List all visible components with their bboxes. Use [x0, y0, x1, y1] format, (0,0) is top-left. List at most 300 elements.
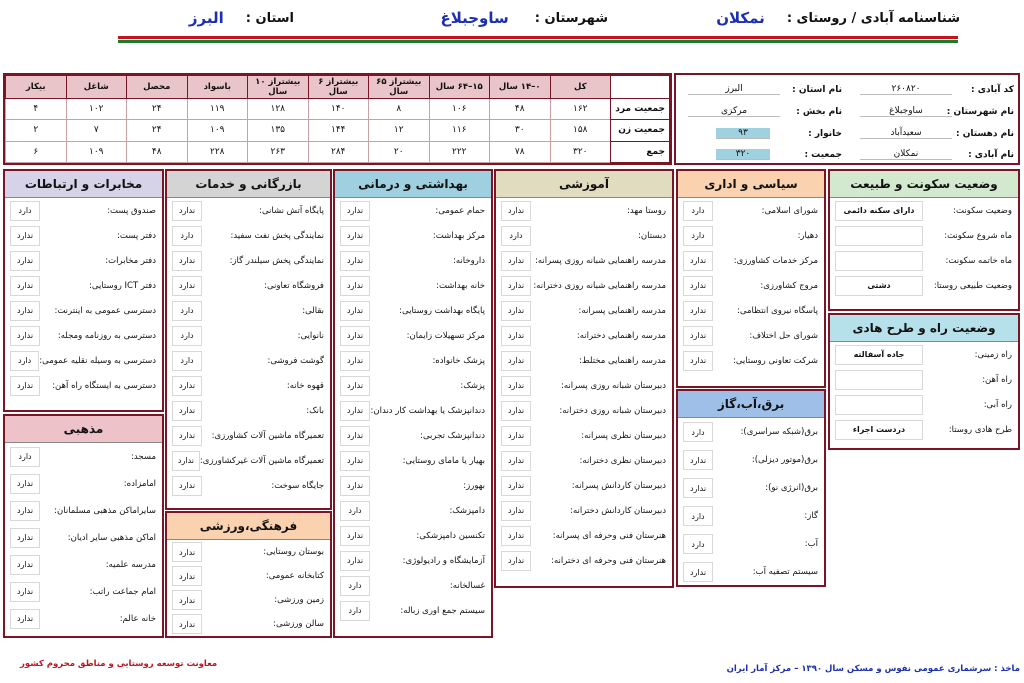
- health-item-label: آزمایشگاه و رادیولوژی:: [402, 555, 485, 566]
- population-cell: ۱۰۶: [429, 99, 490, 120]
- education-item-label: مدرسه راهنمایی شبانه روزی پسرانه:: [534, 255, 666, 266]
- commerce-list: [167, 198, 330, 498]
- health-item-label: پزشک:: [460, 380, 485, 391]
- commerce-item: [167, 348, 330, 373]
- population-row-label: جمع: [611, 141, 670, 162]
- culture-item-label: کتابخانه عمومی:: [265, 571, 324, 581]
- road-item-label: راه زمینی:: [974, 349, 1012, 360]
- info-population-row: [682, 145, 842, 164]
- education-item-label: دبیرستان شبانه روزی دخترانه:: [559, 405, 666, 416]
- population-cell: ۲۰: [369, 141, 430, 162]
- health-item-label: بهیار یا مامای روستایی:: [402, 455, 485, 466]
- health-list: [335, 198, 491, 623]
- education-item-status: ندارد: [501, 351, 531, 371]
- health-item: [335, 498, 491, 523]
- commerce-item-status: دارد: [172, 326, 202, 346]
- commerce-item-label: بانک:: [306, 405, 324, 416]
- commerce-item-status: دارد: [172, 301, 202, 321]
- settlement-item-label: ماه خاتمه سکونت:: [945, 255, 1012, 266]
- communication-item: [5, 348, 162, 373]
- religious-item: [5, 578, 162, 605]
- communication-item: [5, 248, 162, 273]
- health-item-label: حمام عمومی:: [435, 205, 485, 216]
- education-list: [496, 198, 672, 573]
- communication-item: [5, 373, 162, 398]
- settlement-item: [830, 273, 1018, 298]
- health-item: [335, 573, 491, 598]
- education-item: [496, 273, 672, 298]
- education-item: [496, 223, 672, 248]
- commerce-item: [167, 448, 330, 473]
- political-item-status: ندارد: [683, 326, 713, 346]
- education-item-status: ندارد: [501, 376, 531, 396]
- settlement-list: [830, 198, 1018, 298]
- population-cell: ۱۶۲: [550, 99, 611, 120]
- commerce-item-status: دارد: [172, 351, 202, 371]
- communication-item-label: صندوق پست:: [107, 205, 156, 216]
- population-cell: ۴: [6, 99, 67, 120]
- education-item-status: ندارد: [501, 451, 531, 471]
- education-item: [496, 198, 672, 223]
- political-item-label: شورای حل اختلاف:: [749, 330, 818, 341]
- pop-header-unemployed: بیکار: [6, 76, 67, 99]
- health-item: [335, 423, 491, 448]
- utilities-item-label: سیستم تصفیه آب:: [752, 567, 818, 577]
- commerce-item: [167, 323, 330, 348]
- religious-item: [5, 605, 162, 632]
- education-item-label: مدرسه راهنمایی دخترانه:: [576, 330, 666, 341]
- commerce-item: [167, 398, 330, 423]
- communication-title: مخابرات و ارتباطات: [5, 171, 162, 198]
- education-item-label: دبستان:: [638, 230, 666, 241]
- road-list: [830, 342, 1018, 442]
- info-village-row: [854, 145, 1014, 164]
- health-title: بهداشتی و درمانی: [335, 171, 491, 198]
- commerce-item: [167, 198, 330, 223]
- population-cell: ۲۴: [127, 99, 188, 120]
- header-rule-green: [118, 40, 958, 43]
- info-household-value: ۹۳: [716, 128, 770, 139]
- info-village-value: نمکلان: [860, 149, 952, 160]
- education-item: [496, 423, 672, 448]
- road-item: [830, 367, 1018, 392]
- health-item-label: دندانپزشک تجربی:: [420, 430, 485, 441]
- footer-source: ماخذ : سرشماری عمومی نفوس و مسکن سال ۱۳۹۰ – مرکز آمار ایران: [726, 664, 1020, 674]
- utilities-item: [678, 474, 824, 502]
- population-cell: ۴۸: [490, 99, 551, 120]
- political-item: [678, 248, 824, 273]
- communication-item-label: دفتر پست:: [117, 230, 156, 241]
- religious-item-label: مدرسه علمیه:: [105, 559, 156, 570]
- religious-title: مذهبی: [5, 416, 162, 443]
- population-cell: ۲۶۳: [248, 141, 309, 162]
- utilities-item-status: دارد: [683, 422, 713, 442]
- education-item: [496, 298, 672, 323]
- culture-item: [167, 612, 330, 636]
- political-list: [678, 198, 824, 373]
- health-item-status: ندارد: [340, 226, 370, 246]
- info-district-row: [682, 102, 842, 121]
- utilities-item-status: ندارد: [683, 562, 713, 582]
- communication-item-status: دارد: [10, 201, 40, 221]
- culture-item-label: زمین ورزشی:: [274, 595, 324, 605]
- commerce-item: [167, 273, 330, 298]
- pop-header-6plus: بیشتراز ۶ سال: [308, 76, 369, 99]
- info-code-value: ۲۶۰۸۲۰: [860, 84, 952, 95]
- commerce-item-label: فروشگاه تعاونی:: [264, 280, 324, 291]
- education-box: [494, 169, 674, 588]
- religious-item: [5, 551, 162, 578]
- county-header: [440, 6, 608, 30]
- political-item-status: دارد: [683, 226, 713, 246]
- communication-item-label: دسترسی به ایستگاه راه آهن:: [52, 380, 156, 391]
- health-item-status: ندارد: [340, 401, 370, 421]
- population-cell: ۱۱۹: [187, 99, 248, 120]
- political-item-label: شورای اسلامی:: [761, 205, 818, 216]
- political-item: [678, 273, 824, 298]
- info-population-label: جمعیت :: [804, 149, 842, 160]
- commerce-item-status: ندارد: [172, 401, 202, 421]
- communication-item-status: دارد: [10, 351, 39, 371]
- health-item-status: ندارد: [340, 551, 370, 571]
- health-item: [335, 373, 491, 398]
- population-cell: ۱۳۵: [248, 120, 309, 141]
- religious-item-label: مسجد:: [131, 451, 156, 462]
- pop-header-15-64: ۱۵–۶۴ سال: [429, 76, 490, 99]
- health-item: [335, 348, 491, 373]
- communication-item-status: ندارد: [10, 226, 40, 246]
- road-item-status: [835, 395, 923, 415]
- culture-box: [165, 511, 332, 638]
- religious-item-status: ندارد: [10, 528, 40, 548]
- health-item-label: پایگاه بهداشت روستایی:: [399, 305, 485, 316]
- religious-list: [5, 443, 162, 632]
- population-cell: ۱۰۲: [66, 99, 127, 120]
- info-village-label: نام آبادی :: [968, 149, 1014, 160]
- religious-item: [5, 497, 162, 524]
- health-item: [335, 273, 491, 298]
- culture-item-status: ندارد: [172, 542, 202, 562]
- province-header-name: البرز: [188, 9, 224, 27]
- utilities-item-label: برق(شبکه سراسری):: [740, 427, 818, 437]
- commerce-item-label: نانوایی:: [297, 330, 324, 341]
- utilities-item-status: ندارد: [683, 450, 713, 470]
- health-item: [335, 548, 491, 573]
- utilities-item: [678, 530, 824, 558]
- health-item-label: بهورز:: [463, 480, 485, 491]
- road-item-status: [835, 370, 923, 390]
- population-cell: ۲۴: [127, 120, 188, 141]
- education-item: [496, 448, 672, 473]
- population-row: [6, 141, 670, 162]
- population-cell: ۱۲: [369, 120, 430, 141]
- population-cell: ۳۰: [490, 120, 551, 141]
- education-item: [496, 348, 672, 373]
- education-item-label: دبیرستان کاردانش پسرانه:: [571, 480, 666, 491]
- religious-item-label: امام جماعت راتب:: [89, 586, 156, 597]
- commerce-item-status: ندارد: [172, 201, 202, 221]
- info-household-row: [682, 124, 842, 143]
- communication-item-status: ندارد: [10, 251, 40, 271]
- commerce-item-status: ندارد: [172, 276, 202, 296]
- communication-item-label: دسترسی عمومی به اینترنت:: [54, 305, 156, 316]
- political-item-label: مرکز خدمات کشاورزی:: [733, 255, 818, 266]
- health-item-status: ندارد: [340, 251, 370, 271]
- county-header-name: ساوجبلاغ: [440, 9, 509, 27]
- health-item: [335, 323, 491, 348]
- education-item-label: دبیرستان نظری دخترانه:: [579, 455, 666, 466]
- education-item-label: هنرستان فنی وحرفه ای پسرانه:: [552, 530, 666, 541]
- info-code-label: کد آبادی :: [970, 84, 1014, 95]
- health-item: [335, 598, 491, 623]
- political-item-status: دارد: [683, 201, 713, 221]
- settlement-box: [828, 169, 1020, 311]
- commerce-item-label: جایگاه سوخت:: [271, 480, 324, 491]
- political-item-status: ندارد: [683, 351, 713, 371]
- education-item-status: ندارد: [501, 426, 531, 446]
- culture-item: [167, 540, 330, 564]
- population-cell: ۲۸۴: [308, 141, 369, 162]
- communication-item-label: دسترسی به روزنامه ومجله:: [57, 330, 156, 341]
- info-population-value: ۳۲۰: [716, 149, 770, 160]
- education-item-status: ندارد: [501, 551, 531, 571]
- utilities-item: [678, 446, 824, 474]
- commerce-item: [167, 373, 330, 398]
- religious-item-status: دارد: [10, 447, 40, 467]
- road-item-status: جاده آسفالته: [835, 345, 923, 365]
- communication-item-status: ندارد: [10, 376, 40, 396]
- commerce-item-label: تعمیرگاه ماشین آلات کشاورزی:: [211, 430, 324, 441]
- religious-item-status: ندارد: [10, 474, 40, 494]
- communication-item: [5, 298, 162, 323]
- health-item-status: ندارد: [340, 376, 370, 396]
- political-item: [678, 348, 824, 373]
- utilities-item-status: دارد: [683, 534, 713, 554]
- education-item-status: ندارد: [501, 201, 531, 221]
- settlement-item-label: وضعیت طبیعی روستا:: [933, 280, 1012, 291]
- settlement-item-status: [835, 251, 923, 271]
- road-item-label: راه آبی:: [983, 399, 1012, 410]
- pop-header-employed: شاغل: [66, 76, 127, 99]
- health-item-label: تکنسین دامپزشکی:: [416, 530, 485, 541]
- political-item-label: شرکت تعاونی روستایی:: [732, 355, 818, 366]
- religious-item: [5, 443, 162, 470]
- political-item-label: دهیار:: [797, 230, 818, 241]
- settlement-item-label: وضعیت سکونت:: [953, 205, 1012, 216]
- utilities-item-label: برق(انرژی نو):: [765, 483, 818, 493]
- population-row-label: جمعیت زن: [611, 120, 670, 141]
- village-header-label: شناسنامه آبادی / روستای :: [786, 10, 960, 26]
- settlement-item-label: ماه شروع سکونت:: [944, 230, 1012, 241]
- commerce-item-label: گوشت فروشی:: [267, 355, 324, 366]
- settlement-item: [830, 248, 1018, 273]
- health-item: [335, 198, 491, 223]
- health-item-status: ندارد: [340, 426, 370, 446]
- health-item-label: غسالخانه:: [449, 580, 485, 591]
- religious-item-label: سایراماکن مذهبی مسلمانان:: [54, 505, 156, 516]
- info-county-label: نام شهرستان :: [946, 106, 1014, 117]
- commerce-title: بازرگانی و خدمات: [167, 171, 330, 198]
- population-table: [5, 75, 670, 163]
- road-item-status: دردست اجراء: [835, 420, 923, 440]
- health-item-label: مرکز بهداشت:: [432, 230, 485, 241]
- education-item-label: مدرسه راهنمایی پسرانه:: [578, 305, 666, 316]
- commerce-item-status: ندارد: [172, 451, 200, 471]
- political-title: سیاسی و اداری: [678, 171, 824, 198]
- road-item: [830, 342, 1018, 367]
- health-item: [335, 473, 491, 498]
- info-dehestan-label: نام دهستان :: [956, 128, 1014, 139]
- utilities-item-label: برق(موتور دیزلی):: [751, 455, 818, 465]
- health-item-status: دارد: [340, 501, 370, 521]
- health-item-status: ندارد: [340, 301, 370, 321]
- road-title: وضعیت راه و طرح هادی: [830, 315, 1018, 342]
- settlement-item-status: دارای سکنه دائمی: [835, 201, 923, 221]
- road-item: [830, 417, 1018, 442]
- utilities-item: [678, 418, 824, 446]
- religious-item-label: امامزاده:: [123, 478, 156, 489]
- political-item-status: ندارد: [683, 301, 713, 321]
- population-cell: ۱۴۴: [308, 120, 369, 141]
- population-row-label: جمعیت مرد: [611, 99, 670, 120]
- health-item: [335, 398, 491, 423]
- commerce-item-status: دارد: [172, 226, 202, 246]
- info-county-value: ساوجبلاغ: [860, 106, 952, 117]
- political-item: [678, 198, 824, 223]
- health-item-status: ندارد: [340, 201, 370, 221]
- education-item-status: ندارد: [501, 301, 531, 321]
- population-cell: ۱۴۰: [308, 99, 369, 120]
- health-item-label: خانه بهداشت:: [436, 280, 485, 291]
- education-item-status: ندارد: [501, 501, 531, 521]
- population-cell: ۱۰۹: [66, 141, 127, 162]
- commerce-item-status: ندارد: [172, 251, 202, 271]
- education-item: [496, 398, 672, 423]
- utilities-item: [678, 502, 824, 530]
- communication-box: [3, 169, 164, 412]
- settlement-title: وضعیت سکونت و طبیعت: [830, 171, 1018, 198]
- health-item-status: ندارد: [340, 326, 370, 346]
- education-item: [496, 248, 672, 273]
- settlement-item: [830, 223, 1018, 248]
- utilities-item-label: آب:: [804, 539, 818, 549]
- education-item-label: روستا مهد:: [627, 205, 666, 216]
- population-cell: ۶: [6, 141, 67, 162]
- village-header-name: نمکلان: [716, 9, 765, 27]
- communication-item: [5, 223, 162, 248]
- village-info-box: [674, 73, 1020, 165]
- info-province-row: [682, 80, 842, 99]
- commerce-item-label: نمایندگی پخش نفت سفید:: [230, 230, 324, 241]
- health-item-label: مرکز تسهیلات زایمان:: [406, 330, 485, 341]
- education-item: [496, 523, 672, 548]
- health-item: [335, 298, 491, 323]
- religious-item-status: ندارد: [10, 555, 40, 575]
- utilities-title: برق،آب،گاز: [678, 391, 824, 418]
- health-item-label: پزشک خانواده:: [432, 355, 485, 366]
- communication-item-status: ندارد: [10, 326, 40, 346]
- political-item-status: ندارد: [683, 251, 713, 271]
- info-dehestan-value: سعیدآباد: [860, 128, 952, 139]
- education-item-label: هنرستان فنی وحرفه ای دخترانه:: [551, 555, 666, 566]
- religious-item-status: ندارد: [10, 609, 40, 629]
- education-item-status: ندارد: [501, 276, 531, 296]
- pop-header-0-14: ۰–۱۴ سال: [490, 76, 551, 99]
- population-corner-cell: [611, 76, 670, 99]
- population-cell: ۸: [369, 99, 430, 120]
- religious-item: [5, 524, 162, 551]
- population-cell: ۱۲۸: [248, 99, 309, 120]
- political-box: [676, 169, 826, 388]
- province-header: [189, 6, 294, 30]
- religious-item-status: ندارد: [10, 582, 40, 602]
- commerce-item: [167, 298, 330, 323]
- footer-org: معاونت توسعه روستایی و مناطق محروم کشور: [20, 659, 218, 669]
- health-item-label: داروخانه:: [453, 255, 485, 266]
- population-cell: ۱۰۹: [187, 120, 248, 141]
- commerce-item: [167, 248, 330, 273]
- culture-item: [167, 588, 330, 612]
- religious-item-status: ندارد: [10, 501, 40, 521]
- settlement-item-status: دشتی: [835, 276, 923, 296]
- county-header-label: شهرستان :: [534, 10, 608, 26]
- health-item-status: ندارد: [340, 526, 370, 546]
- culture-list: [167, 540, 330, 636]
- village-header: [716, 6, 960, 30]
- province-header-label: استان :: [245, 10, 294, 26]
- road-item-label: راه آهن:: [982, 374, 1012, 385]
- population-cell: ۱۱۶: [429, 120, 490, 141]
- culture-item-status: ندارد: [172, 614, 202, 634]
- commerce-box: [165, 169, 332, 510]
- population-cell: ۷: [66, 120, 127, 141]
- religious-item-label: اماکن مذهبی سایر ادیان:: [67, 532, 156, 543]
- religious-item: [5, 470, 162, 497]
- health-item: [335, 448, 491, 473]
- communication-item: [5, 198, 162, 223]
- population-cell: ۷۸: [490, 141, 551, 162]
- population-cell: ۴۸: [127, 141, 188, 162]
- road-item-label: طرح هادی روستا:: [948, 424, 1012, 435]
- political-item-status: ندارد: [683, 276, 713, 296]
- culture-item: [167, 564, 330, 588]
- info-dehestan-row: [854, 124, 1014, 143]
- health-item: [335, 223, 491, 248]
- health-item-status: ندارد: [340, 476, 370, 496]
- education-item-status: ندارد: [501, 476, 531, 496]
- culture-item-status: ندارد: [172, 590, 202, 610]
- culture-item-label: سالن ورزشی:: [273, 619, 324, 629]
- culture-title: فرهنگی،ورزشی: [167, 513, 330, 540]
- communication-item-label: دفتر ICT روستایی:: [89, 280, 156, 291]
- health-item-status: ندارد: [340, 276, 370, 296]
- population-header-row: [6, 76, 670, 99]
- communication-item-status: ندارد: [10, 276, 40, 296]
- utilities-item-label: گاز:: [804, 511, 818, 521]
- education-item: [496, 548, 672, 573]
- population-cell: ۳۲۰: [550, 141, 611, 162]
- commerce-item-label: تعمیرگاه ماشین آلات غیرکشاورزی:: [199, 455, 324, 466]
- health-box: [333, 169, 493, 638]
- pop-header-literate: باسواد: [187, 76, 248, 99]
- religious-box: [3, 414, 164, 638]
- utilities-box: [676, 389, 826, 587]
- political-item: [678, 298, 824, 323]
- health-item: [335, 523, 491, 548]
- population-table-body: [6, 99, 670, 163]
- utilities-item: [678, 558, 824, 586]
- communication-item-status: ندارد: [10, 301, 40, 321]
